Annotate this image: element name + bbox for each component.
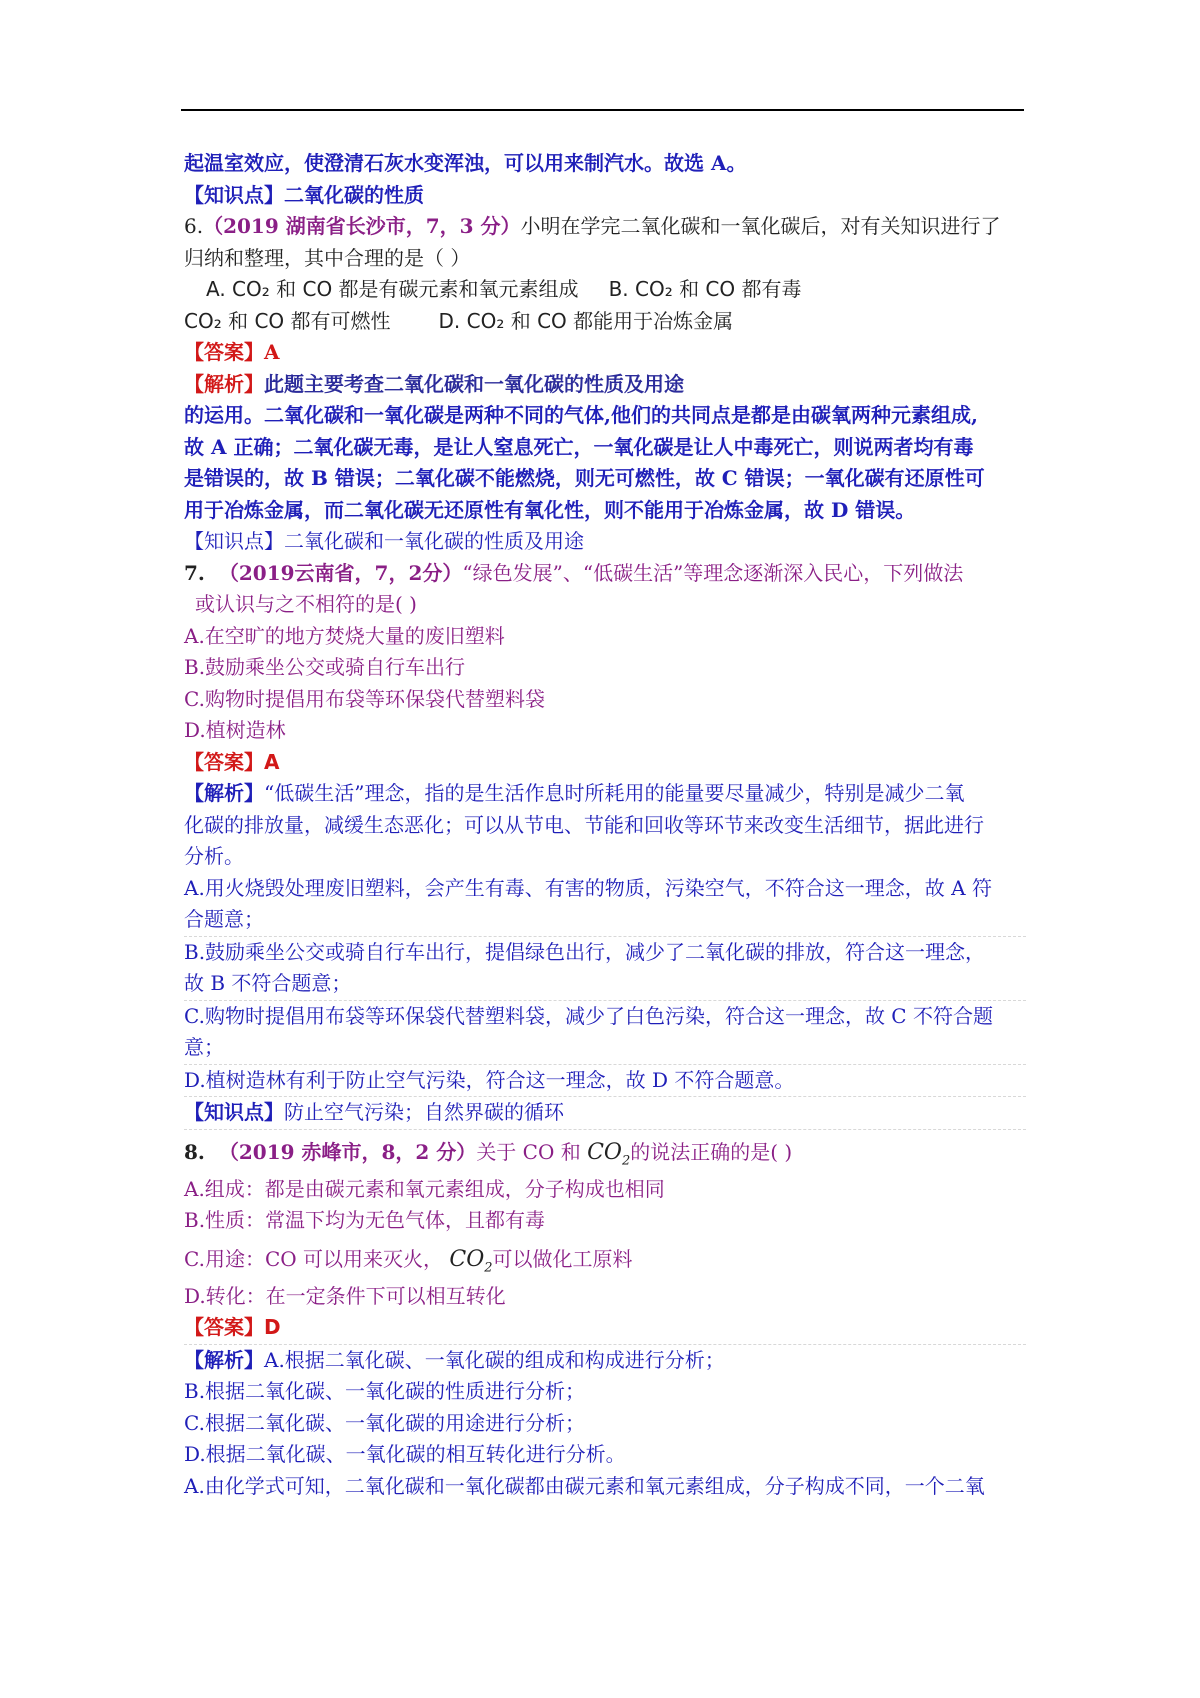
q8-stem — [184, 1130, 1026, 1174]
q8-stem-pre: 关于 CO 和 — [476, 1139, 581, 1164]
q8-co2-formula: $CO_2$ — [587, 1139, 631, 1168]
answer-tag: 【答案】 — [184, 1315, 264, 1339]
q8-option-b: B.性质：常温下均为无色气体，且都有毒 — [184, 1208, 546, 1232]
q6-analysis-line4: 是错误的，故 B 错误；二氧化碳不能燃烧，则无可燃性，故 C 错误；一氧化碳有还原性可 — [184, 466, 985, 490]
analysis-tag: 【解析】 — [184, 781, 264, 805]
answer-tag: 【答案】 — [184, 749, 264, 774]
knowledge-point-tag: 【知识点】 — [184, 182, 284, 207]
q6-analysis-line1 — [184, 369, 1026, 401]
analysis-tag: 【解析】 — [184, 371, 264, 396]
q8-analysis-line4: D.根据二氧化碳、一氧化碳的相互转化进行分析。 — [184, 1442, 626, 1466]
knowledge-point-text: 二氧化碳的性质 — [284, 182, 424, 207]
document-body — [184, 148, 1026, 1502]
answer-value: D — [264, 1315, 281, 1339]
q6-number: 6. — [184, 214, 204, 238]
q7-explain-b-line1: B.鼓励乘坐公交或骑自行车出行，提倡绿色出行，减少了二氧化碳的排放，符合这一理念， — [184, 939, 986, 964]
analysis-text: “低碳生活”理念，指的是生活作息时所耗用的能量要尽量减少，特别是减少二氧 — [264, 781, 965, 805]
q8-option-a: A.组成：都是由碳元素和氧元素组成，分子构成也相同 — [184, 1176, 665, 1201]
q7-explain-a-line2: 合题意； — [184, 904, 1026, 937]
q7-option-c: C.购物时提倡用布袋等环保袋代替塑料袋 — [184, 686, 545, 711]
q6-analysis-line5: 用于冶炼金属，而二氧化碳无还原性有氧化性，则不能用于冶炼金属，故 D 错误。 — [184, 497, 916, 522]
q8-analysis-line1 — [184, 1345, 1026, 1377]
q7-option-a: A.在空旷的地方焚烧大量的废旧塑料 — [184, 623, 505, 648]
q6-stem-text: 小明在学完二氧化碳和一氧化碳后，对有关知识进行了 — [520, 214, 1001, 238]
q7-number: 7. — [184, 560, 205, 585]
analysis-text: 此题主要考查二氧化碳和一氧化碳的性质及用途 — [264, 371, 684, 396]
q7-stem-line2: 或认识与之不相符的是( ) — [195, 592, 417, 616]
knowledge-point-tag: 【知识点】 — [184, 529, 284, 553]
q6-analysis-line3: 故 A 正确；二氧化碳无毒，是让人窒息死亡，一氧化碳是让人中毒死亡，则说两者均有毒 — [184, 434, 974, 459]
q8-analysis-line3: C.根据二氧化碳、一氧化碳的用途进行分析； — [184, 1410, 585, 1435]
q7-explain-c-line2: 意； — [184, 1032, 1026, 1065]
q6-answer — [184, 337, 1026, 369]
q7-stem-line1 — [184, 558, 1026, 590]
q7-option-b: B.鼓励乘坐公交或骑自行车出行 — [184, 655, 466, 679]
q6-options-row2 — [184, 306, 1026, 338]
q8-stem-post: 的说法正确的是( ) — [630, 1139, 793, 1164]
knowledge-point-text: 二氧化碳和一氧化碳的性质及用途 — [284, 529, 584, 553]
q7-analysis-line2: 化碳的排放量，减缓生态恶化；可以从节电、节能和回收等环节来改变生活细节，据此进行 — [184, 812, 984, 837]
q6-source: （2019 湖南省长沙市，7，3 分） — [203, 214, 521, 238]
knowledge-point-text: 防止空气污染；自然界碳的循环 — [284, 1100, 564, 1124]
analysis-tag: 【解析】 — [184, 1347, 264, 1372]
knowledge-point-tag: 【知识点】 — [184, 1100, 284, 1124]
q7-answer — [184, 747, 1026, 779]
q6-stem-line2: 归纳和整理，其中合理的是（ ） — [184, 245, 471, 270]
q7-stem-text: “绿色发展”、“低碳生活”等理念逐渐深入民心，下列做法 — [462, 560, 964, 585]
q6-knowledge-point — [184, 526, 1026, 558]
q7-explain-d-line1: D.植树造林有利于防止空气污染，符合这一理念，故 D 不符合题意。 — [184, 1065, 1026, 1098]
q7-analysis-line1 — [184, 778, 1026, 810]
q7-source: （2019云南省，7，2分） — [218, 560, 463, 585]
q8-analysis-line2: B.根据二氧化碳、一氧化碳的性质进行分析； — [184, 1379, 586, 1403]
q6-option-d: D. CO₂ 和 CO 都能用于冶炼金属 — [438, 308, 734, 333]
q8-analysis-line5: A.由化学式可知，二氧化碳和一氧化碳都由碳元素和氧元素组成，分子构成不同，一个二氧 — [184, 1473, 985, 1498]
q8-option-c — [184, 1237, 1026, 1281]
q8-option-c-post: 可以做化工原料 — [492, 1246, 633, 1271]
q6-analysis-line2: 的运用。二氧化碳和一氧化碳是两种不同的气体,他们的共同点是都是由碳氧两种元素组成, — [184, 403, 978, 427]
q8-option-c-formula: $CO_2$ — [449, 1246, 493, 1275]
analysis-text: A.根据二氧化碳、一氧化碳的组成和构成进行分析； — [264, 1347, 725, 1372]
answer-value: A — [264, 749, 280, 774]
q6-stem-line1 — [184, 211, 1026, 243]
q7-explain-c-line1: C.购物时提倡用布袋等环保袋代替塑料袋，减少了白色污染，符合这一理念，故 C 不符合题 — [184, 1003, 993, 1028]
q6-option-c: CO₂ 和 CO 都有可燃性 — [184, 308, 391, 333]
q6-option-a: A. CO₂ 和 CO 都是有碳元素和氧元素组成 — [206, 277, 579, 301]
q7-analysis-line3: 分析。 — [184, 844, 244, 868]
q6-options-row1 — [184, 274, 1026, 306]
q7-explain-a-line1: A.用火烧毁处理废旧塑料，会产生有毒、有害的物质，污染空气，不符合这一理念，故 A 符 — [184, 875, 992, 900]
q7-option-d: D.植树造林 — [184, 718, 286, 742]
q6-option-b: B. CO₂ 和 CO 都有毒 — [608, 277, 802, 301]
q8-source: （2019 赤峰市，8，2 分） — [218, 1139, 477, 1164]
answer-tag: 【答案】 — [184, 340, 264, 364]
q8-option-c-pre: C.用途：CO 可以用来灭火， — [184, 1246, 444, 1271]
q7-knowledge-point — [184, 1097, 1026, 1130]
q7-explain-b-line2: 故 B 不符合题意； — [184, 968, 1026, 1001]
q8-number: 8. — [184, 1139, 205, 1164]
header-rule — [181, 109, 1024, 111]
intro-line: 起温室效应，使澄清石灰水变浑浊，可以用来制汽水。故选 A。 — [184, 151, 747, 175]
intro-knowledge-point — [184, 180, 1026, 212]
q8-option-d: D.转化：在一定条件下可以相互转化 — [184, 1283, 506, 1308]
answer-value: A — [264, 340, 280, 364]
q8-answer — [184, 1312, 1026, 1345]
